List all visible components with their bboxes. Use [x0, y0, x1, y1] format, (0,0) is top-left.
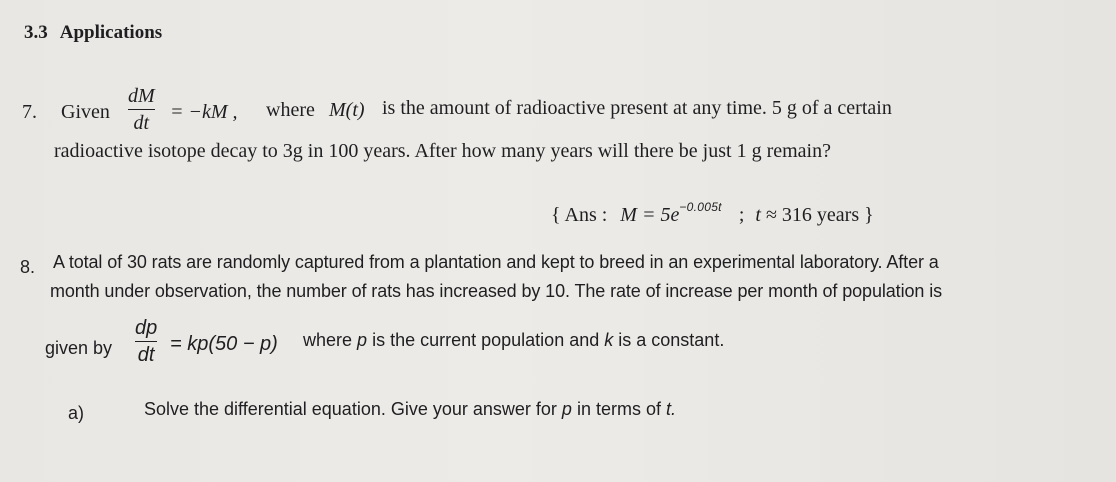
q8-text-sentence — [303, 330, 724, 351]
q8-fraction-bar — [135, 341, 157, 342]
q7-Mt-symbol: M(t) — [329, 99, 365, 121]
q7-text-line2: radioactive isotope decay to 3g in 100 years. After how many years will there be just 1 g remain? — [54, 140, 831, 162]
q7-given-word: Given — [61, 101, 110, 123]
q7-equation-rhs: = −kM , — [170, 101, 238, 123]
question-7-number: 7. — [22, 101, 37, 123]
q8-part-a-label: a) — [68, 403, 85, 423]
q7-fraction-denominator: dt — [133, 112, 150, 135]
q7-fraction-numerator: dM — [128, 85, 155, 107]
part-a-in-terms: in terms of — [576, 399, 661, 419]
q8-line1: A total of 30 rats are randomly captured from a plantation and kept to breed in an experimental laboratory. After a — [53, 252, 939, 272]
q8-text-is-current: is the current population and — [372, 330, 600, 350]
answer-exponent: −0.005t — [679, 200, 722, 214]
q8-part-a-text — [144, 399, 676, 420]
answer-M: M — [620, 204, 637, 226]
answer-open: { Ans : — [551, 204, 608, 226]
q7-text-where: where — [266, 99, 315, 121]
q8-given-by: given by — [45, 338, 113, 358]
q8-k-variable: k — [604, 330, 614, 350]
q8-text-where: where — [303, 330, 353, 350]
part-a-instruction: Solve the differential equation. Give your answer for — [144, 399, 557, 419]
part-a-t-variable: t. — [666, 399, 677, 419]
q8-fraction-dp-dt — [135, 318, 157, 366]
q8-p-variable: p — [357, 330, 368, 350]
section-heading — [24, 22, 162, 44]
q7-answer-line — [551, 200, 874, 227]
q8-fraction-numerator: dp — [135, 317, 158, 339]
q7-fraction-bar — [128, 109, 155, 110]
part-a-p-variable: p — [561, 399, 572, 419]
q8-line2: month under observation, the number of rats has increased by 10. The rate of increase per month of population is — [50, 281, 943, 301]
q8-equation-rhs: = kp(50 − p) — [170, 333, 278, 355]
q8-text-is-constant: is a constant. — [618, 330, 725, 350]
answer-eq: = 5e — [641, 204, 680, 226]
answer-t: t — [755, 204, 761, 226]
section-number: 3.3 — [24, 22, 48, 43]
q7-fraction-dM-dt — [128, 86, 155, 134]
q8-fraction-denominator: dt — [137, 344, 155, 367]
section-title: Applications — [59, 22, 163, 43]
q7-text-line1: is the amount of radioactive present at any time. 5 g of a certain — [382, 97, 892, 119]
answer-separator: ; — [738, 204, 745, 226]
answer-approx: ≈ 316 years } — [765, 204, 874, 226]
question-8-number: 8. — [20, 257, 36, 277]
